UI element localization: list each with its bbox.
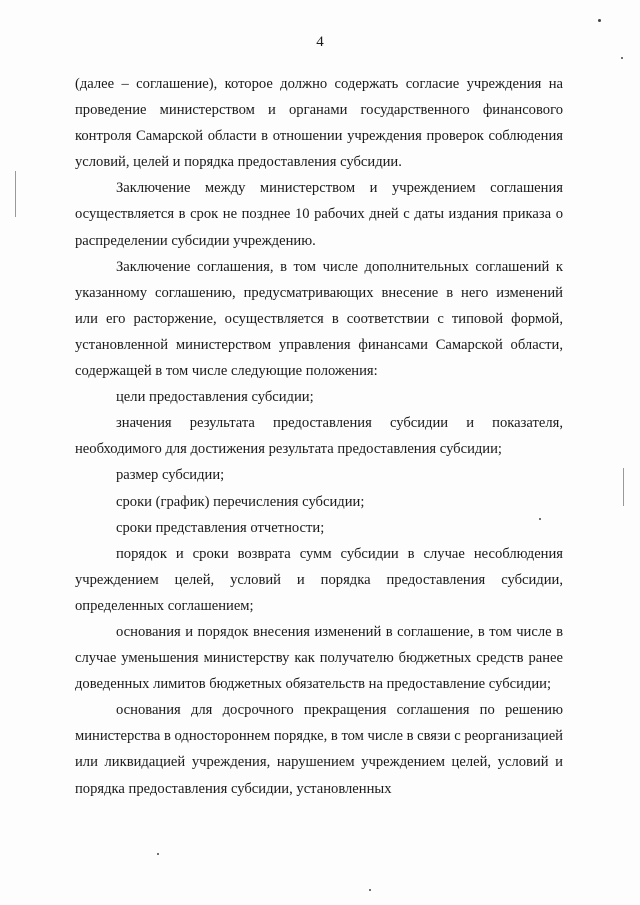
- page-number: 4: [316, 34, 324, 50]
- list-item-refund-procedure: порядок и сроки возврата сумм субсидии в случае несоблюдения учреждением целей, условий и порядка предоставления субсидии, определенных соглашением;: [75, 545, 563, 614]
- list-item-goals: цели предоставления субсидии;: [116, 389, 314, 406]
- list-item-termination-grounds: основания для досрочного прекращения соглашения по решению министерства в одностороннем порядке, в том числе в связи с реорганизацией или ликвидацией учреждения, нарушением учреждением целей, условий и порядка предоставления субсидии, установленных: [75, 702, 563, 797]
- list-item-subsidy-amount: размер субсидии;: [116, 467, 225, 484]
- scan-speck: [369, 889, 371, 891]
- scan-speck: [539, 518, 541, 520]
- scan-edge-mark: [623, 468, 624, 506]
- scan-edge-mark: [15, 171, 16, 217]
- scan-speck: [598, 19, 601, 22]
- scan-speck: [621, 57, 623, 59]
- list-item-result-values: значения результата предоставления субсидии и показателя, необходимого для достижения результата предоставления субсидии;: [75, 415, 563, 458]
- document-body: [75, 71, 563, 802]
- scan-speck: [157, 853, 159, 855]
- paragraph-agreement-deadline: Заключение между министерством и учреждением соглашения осуществляется в срок не позднее 10 рабочих дней с даты издания приказа о распределении субсидии учреждению.: [75, 180, 563, 249]
- list-item-amendment-grounds: основания и порядок внесения изменений в соглашение, в том числе в случае уменьшения министерству как получателю бюджетных средств ранее доведенных лимитов бюджетных обязательств на предоставление субсидии;: [75, 623, 563, 693]
- paragraph-agreement-form: Заключение соглашения, в том числе дополнительных соглашений к указанному соглашению, предусматривающих внесение в него изменений или его расторжение, осуществляется в соответствии с типовой формой, установленной министерством управления финансами Самарской области, содержащей в том числе следующие положения:: [75, 258, 563, 380]
- paragraph-continuation: (далее – соглашение), которое должно содержать согласие учреждения на проведение министерством и органами государственного финансового контроля Самарской области в отношении учреждения проверок соблюдения условий, целей и порядка предоставления субсидии.: [75, 76, 563, 171]
- list-item-transfer-schedule: сроки (график) перечисления субсидии;: [116, 493, 365, 510]
- list-item-reporting-terms: сроки представления отчетности;: [116, 519, 325, 536]
